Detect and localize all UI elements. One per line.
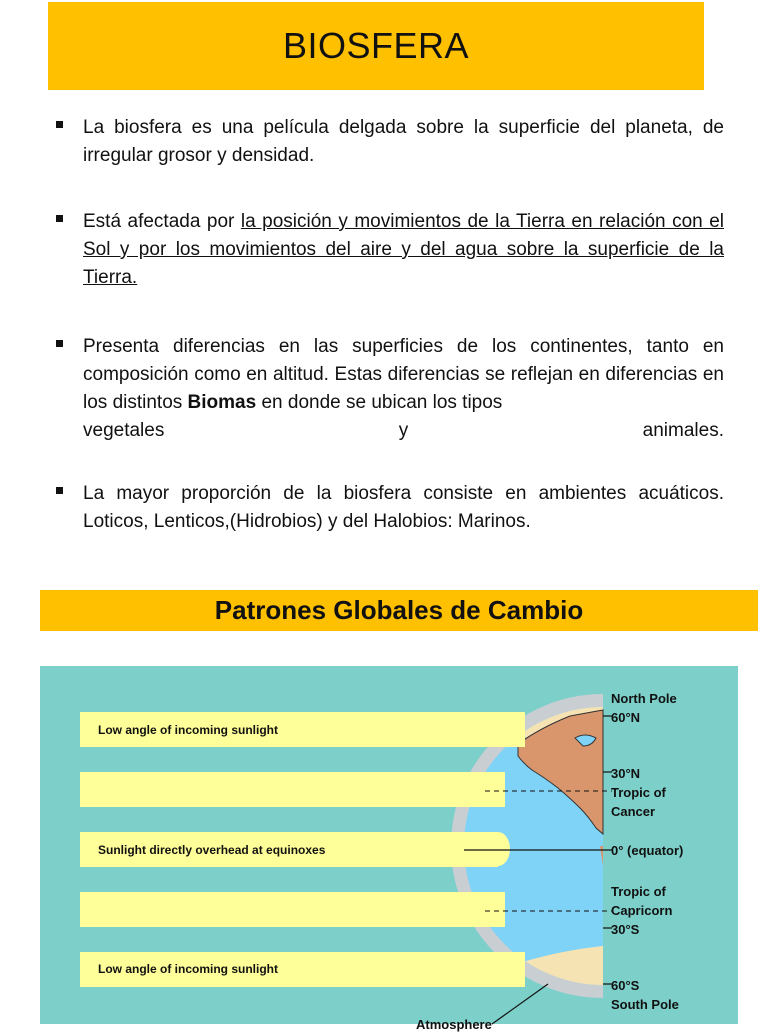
beam-label-middle: Sunlight directly overhead at equinoxes xyxy=(98,843,326,857)
bullet-marker xyxy=(56,340,63,347)
beam-label-bottom: Low angle of incoming sunlight xyxy=(98,962,278,976)
sunlight-diagram xyxy=(40,666,738,1032)
word-vegetales: vegetales xyxy=(83,420,165,441)
bullet-marker xyxy=(56,121,63,128)
bullet-text: La biosfera es una película delgada sobre la superficie del planeta, de irregular grosor y densidad. xyxy=(83,117,724,166)
bullet-item xyxy=(52,208,724,292)
sunlight-beam xyxy=(80,892,505,927)
tropic-capricorn-label: Tropic of Capricorn xyxy=(611,884,673,918)
biomas-bold: Biomas xyxy=(187,392,257,413)
word-animales: animales. xyxy=(642,420,724,441)
subtitle-banner xyxy=(40,590,758,631)
bullet-text xyxy=(83,208,724,292)
lat-60s-label: 60°S xyxy=(611,978,640,993)
beam-label-top: Low angle of incoming sunlight xyxy=(98,723,278,737)
bullet-marker xyxy=(56,215,63,222)
title-banner xyxy=(48,2,704,90)
bullet-marker xyxy=(56,487,63,494)
equator-label: 0° (equator) xyxy=(611,843,684,858)
lat-30n-label: 30°N xyxy=(611,766,641,781)
bullet-prefix: Está afectada por xyxy=(83,211,241,232)
bullet-text xyxy=(83,333,724,445)
page-title: BIOSFERA xyxy=(282,25,470,66)
section-subtitle: Patrones Globales de Cambio xyxy=(214,595,584,625)
bullet-last-line xyxy=(83,417,724,445)
bullet-item xyxy=(52,333,724,445)
bullet-item xyxy=(52,480,724,536)
word-y: y xyxy=(398,420,409,441)
bullet-item xyxy=(52,114,724,170)
lat-30s-label: 30°S xyxy=(611,922,640,937)
sunlight-beam xyxy=(80,772,505,807)
tropic-cancer-label: Tropic of Cancer xyxy=(611,785,666,819)
lat-60n-label: 60°N xyxy=(611,710,641,725)
bullet-text-part: en donde se ubican los tipos xyxy=(256,392,503,413)
bullet-text: La mayor proporción de la biosfera consiste en ambientes acuáticos. Loticos, Lenticos,(Hidrobios) y del Halobios: Marinos. xyxy=(83,483,724,532)
beam-spot xyxy=(486,832,510,866)
atmosphere-label: Atmosphere xyxy=(416,1017,492,1032)
bullet-text-part: Presenta diferencias en las superficies de los continentes, tanto en composición como en altitud. Estas diferencias se reflejan en diferencias en los distintos xyxy=(83,336,724,413)
north-pole-label: North Pole xyxy=(611,691,677,706)
bullet-underlined-text: la posición y movimientos de la Tierra en relación con el Sol y por los movimientos del aire y del agua sobre la superficie de la Tierra. xyxy=(83,211,724,288)
south-pole-label: South Pole xyxy=(611,997,679,1012)
